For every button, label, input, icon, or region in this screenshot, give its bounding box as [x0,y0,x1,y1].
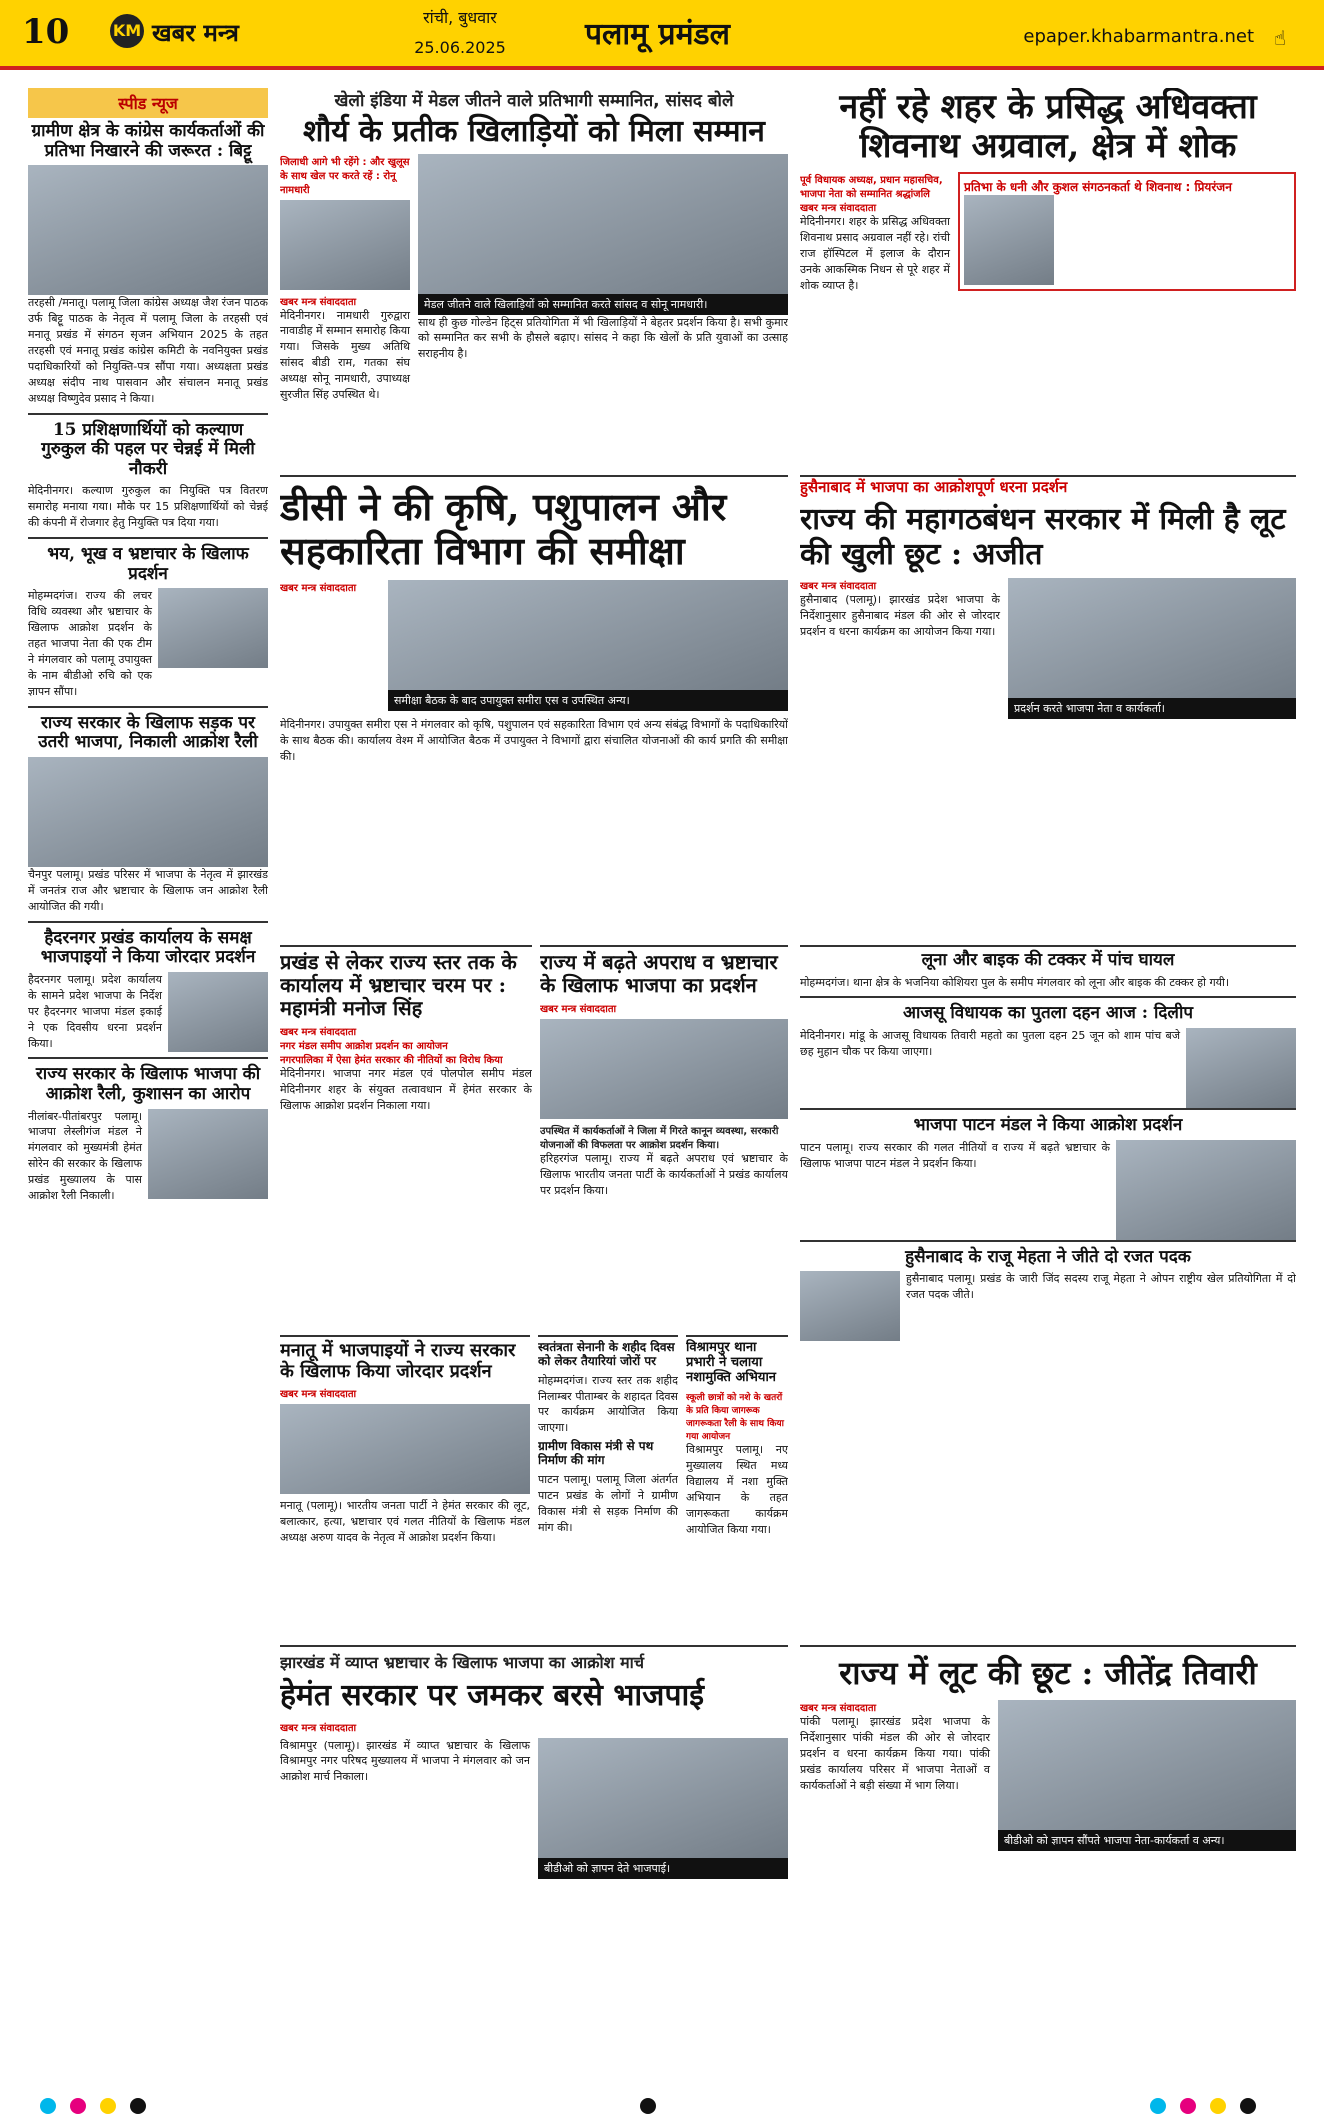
article-headline: हुसैनाबाद के राजू मेहता ने जीते दो रजत पदक [905,1246,1191,1267]
photo-caption: उपस्थित में कार्यकर्ताओं ने जिला में गिरते कानून व्यवस्था, सरकारी योजनाओं की विफलता पर आक्रोश प्रदर्शन किया। [540,1126,779,1151]
article-photo [418,154,788,294]
edition-date: 25.06.2025 [414,38,506,57]
photo-caption: प्रदर्शन करते भाजपा नेता व कार्यकर्ता। [1008,698,1296,719]
byline: खबर मन्त्र संवाददाता [800,581,877,592]
byline: खबर मन्त्र संवाददाता [800,203,877,215]
article-body: पाटन पलामू। राज्य सरकार की गलत नीतियों व राज्य में बढ़ते भ्रष्टाचार के खिलाफ भाजपा पाटन मंडल ने प्रदर्शन किया। [800,1140,1110,1170]
registration-dot [130,2098,146,2114]
article-kicker: झारखंड में व्याप्त भ्रष्टाचार के खिलाफ भाजपा का आक्रोश मार्च [280,1653,644,1672]
right-small-news [800,945,1296,1635]
article-body: विश्रामपुर पलामू। नए मुख्यालय स्थित मध्य विद्यालय में नशा मुक्ति अभियान के तहत जागरूकता कार्यक्रम आयोजित किया गया। [686,1442,788,1536]
byline: खबर मन्त्र संवाददाता [280,296,357,308]
article-headline: ग्रामीण क्षेत्र के कांग्रेस कार्यकर्ताओं की प्रतिभा निखारने की जरूरत : बिट्टू [31,121,265,161]
article-photo [28,165,268,295]
registration-dot [100,2098,116,2114]
section-title: पलामू प्रमंडल [585,17,730,52]
article-headline: राज्य में लूट की छूट : जीतेंद्र तिवारी [839,1654,1257,1692]
bullet-point: नगर मंडल समीप आक्रोश प्रदर्शन का आयोजन [280,1041,448,1052]
article-headline: राज्य सरकार के खिलाफ सड़क पर उतरी भाजपा, निकाली आक्रोश रैली [38,712,258,753]
registration-dot [70,2098,86,2114]
edition-place: रांची, बुधवार [423,8,497,27]
article-body: मनातू (पलामू)। भारतीय जनता पार्टी ने हेमंत सरकार की लूट, बलात्कार, हत्या, भ्रष्टाचार एवं गलत नीतियों के खिलाफ मंडल अध्यक्ष अरुण यादव के नेतृत्व में आक्रोश प्रदर्शन किया। [280,1499,530,1545]
center-top-article [280,88,788,468]
portrait-photo [964,195,1054,285]
article-headline: विश्रामपुर थाना प्रभारी ने चलाया नशामुक्ति अभियान [686,1340,777,1385]
article-headline: नहीं रहे शहर के प्रसिद्ध अधिवक्ता शिवनाथ अग्रवाल, क्षेत्र में शोक [839,88,1257,167]
article-body: साथ ही कुछ गोल्डेन हिट्स प्रतियोगिता में भी खिलाड़ियों ने बेहतर प्रदर्शन किया है। सभी कुमार को सम्मानित कर सभी के हौसले बढ़ाए। सांसद ने कहा कि खेलों के प्रति युवाओं का उत्साह सराहनीय है। [418,315,788,361]
article-note: पूर्व विधायक अध्यक्ष, प्रधान महासचिव, भाजपा नेता को सम्मानित श्रद्धांजलि [800,175,943,201]
photo-caption: बीडीओ को ज्ञापन सौंपते भाजपा नेता-कार्यकर्ता व अन्य। [998,1830,1296,1851]
article-body: हरिहरगंज पलामू। राज्य में बढ़ते अपराध एवं भ्रष्टाचार के खिलाफ भारतीय जनता पार्टी के कार्यकर्ताओं ने प्रखंड कार्यालय पर प्रदर्शन किया। [540,1152,788,1197]
article-body: मोहम्मदगंज। राज्य की लचर विधि व्यवस्था और भ्रष्टाचार के खिलाफ आक्रोश प्रदर्शन के तहत भाजपा नेता की एक टीम ने मंगलवार को पलामू उपायुक्त के नाम बीडीओ रुचि को एक ज्ञापन सौंपा। [28,589,152,698]
article-body: हैदरनगर पलामू। प्रदेश कार्यालय के सामने प्रदेश भाजपा के निर्देश पर हैदरनगर भाजपा मंडल इकाई ने एक दिवसीय धरना प्रदर्शन किया। [28,972,162,1050]
article-photo [538,1738,788,1858]
bullet-point: स्कूली छात्रों को नशे के खतरों के प्रति किया जागरूक [686,1392,783,1416]
article-body: मेदिनीनगर। कल्याण गुरुकुल का नियुक्ति पत्र वितरण समारोह मनाया गया। मौके पर 15 प्रशिक्षणार्थियों को चेन्नई की कंपनी में रोजगार हेतु नियुक्ति पत्र दिया गया। [28,484,268,530]
article-photo [148,1109,268,1199]
article-headline: भय, भूख व भ्रष्टाचार के खिलाफ प्रदर्शन [47,544,249,584]
article-body: मेदिनीनगर। उपायुक्त समीरा एस ने मंगलवार को कृषि, पशुपालन एवं सहकारिता विभाग एवं अन्य संबंद्ध विभागों के पदाधिकारियों के साथ बैठक की। कार्यालय वेश्म में आयोजित बैठक में उपायुक्त ने विभागों द्वारा संचालित योजनाओं की कार्य प्रगति की समीक्षा की। [280,718,788,764]
article-headline: डीसी ने की कृषि, पशुपालन और सहकारिता विभाग की समीक्षा [280,484,727,573]
speed-news-label: स्पीड न्यूज [28,88,268,118]
article-photo [1186,1028,1296,1108]
manatu-article [280,1335,530,1635]
center-mid-article [280,475,788,935]
page-number: 10 [22,12,70,52]
article-body: मेदिनीनगर। मांडू के आजसू विधायक तिवारी महतो का पुतला दहन 25 जून को शाम पांच बजे छह मुहान चौक पर किया जाएगा। [800,1029,1180,1058]
registration-dot [1150,2098,1166,2114]
article-body: मोहम्मदगंज। थाना क्षेत्र के भजनिया कोशियरा पुल के समीप मंगलवार को लूना और बाइक की टक्कर हो गयी। [800,975,1230,989]
center-lower-right-article [540,945,788,1325]
article-body: हुसैनाबाद (पलामू)। झारखंड प्रदेश भाजपा के निर्देशानुसार हुसैनाबाद मंडल की ओर से जोरदार प्रदर्शन व धरना कार्यक्रम का आयोजन किया गया। [800,593,1000,638]
registration-dot [1180,2098,1196,2114]
article-headline: राज्य सरकार के खिलाफ भाजपा की आक्रोश रैली, कुशासन का आरोप [35,1064,261,1104]
article-body: मोहम्मदगंज। राज्य स्तर तक शहीद निलाम्बर पीताम्बर के शहादत दिवस पर कार्यक्रम आयोजित किया जाएगा। [538,1373,678,1435]
article-photo [158,588,268,668]
article-photo [280,1404,530,1494]
small-news-column [538,1335,678,1635]
article-body: नीलांबर-पीतांबरपुर पलामू। भाजपा लेस्लीगंज मंडल ने मंगलवार को मुख्यमंत्री हेमंत सोरेन की सरकार के खिलाफ प्रखंड मुख्यालय के पास आक्रोश रैली निकाली। [28,1109,142,1203]
bullet-point: जागरूकता रैली के साथ किया गया आयोजन [686,1418,784,1442]
hand-cursor-icon: ☝ [1273,26,1286,50]
article-headline: हैदरनगर प्रखंड कार्यालय के समक्ष भाजपाइयों ने किया जोरदार प्रदर्शन [40,927,256,968]
article-body: हुसैनाबाद पलामू। प्रखंड के जारी जिंद सदस्य राजू मेहता ने ओपन राष्ट्रीय खेल प्रतियोगिता में दो रजत पदक जीते। [906,1272,1296,1302]
photo-caption: बीडीओ को ज्ञापन देते भाजपाई। [538,1858,788,1879]
print-registration-strip [0,2090,1324,2125]
vishrampur-article [686,1335,788,1635]
byline: खबर मन्त्र संवाददाता [280,1389,357,1401]
article-photo [388,580,788,690]
article-headline: हेमंत सरकार पर जमकर बरसे भाजपाई [280,1678,704,1713]
tribute-box [958,172,1296,291]
byline: खबर मन्त्र संवाददाता [280,1722,357,1734]
right-mid-article [800,475,1296,935]
article-body: विश्रामपुर (पलामू)। झारखंड में व्याप्त भ्रष्टाचार के खिलाफ विश्रामपुर नगर परिषद मुख्यालय में भाजपा ने मंगलवार को जन आक्रोश मार्च निकाला। [280,1738,530,1784]
article-body: पांकी पलामू। झारखंड प्रदेश भाजपा के निर्देशानुसार पांकी मंडल की ओर से जोरदार प्रदर्शन व धरना कार्यक्रम किया गया। पांकी प्रखंड कार्यालय परिसर में भाजपा नेताओं व कार्यकर्ताओं ने बड़ी संख्या में भाग लिया। [800,1714,990,1792]
article-headline: प्रखंड से लेकर राज्य स्तर तक के कार्यालय में भ्रष्टाचार चरम पर : महामंत्री मनोज सिंह [280,950,517,1020]
photo-caption: मेडल जीतने वाले खिलाड़ियों को सम्मानित करते सांसद व सोनू नामधारी। [418,294,788,315]
tribute-box-title: प्रतिभा के धनी और कुशल संगठनकर्ता थे शिवनाथ : प्रियरंजन [964,180,1232,195]
registration-dot [1240,2098,1256,2114]
article-photo [800,1271,900,1341]
registration-dot [40,2098,56,2114]
article-photo [1116,1140,1296,1240]
article-headline: भाजपा पाटन मंडल ने किया आक्रोश प्रदर्शन [913,1115,1183,1136]
center-lower-left-article [280,945,532,1325]
bottom-center-article [280,1645,788,2085]
article-kicker: हुसैनाबाद में भाजपा का आक्रोशपूर्ण धरना प्रदर्शन [800,478,1068,496]
brand-logo: KM [110,14,144,48]
right-bottom-article [800,1645,1296,2085]
registration-dot [1210,2098,1226,2114]
byline: खबर मन्त्र संवाददाता [800,1702,877,1714]
left-column [28,88,268,2088]
site-url[interactable]: epaper.khabarmantra.net [1023,26,1254,47]
article-note: जिलाधी आगे भी रहेंगे : और खुलूस के साथ खेल पर करते रहें : रोनू नामधारी [280,156,410,196]
brand-name: खबर मन्त्र [152,19,239,47]
article-headline: मनातू में भाजपाइयों ने राज्य सरकार के खिलाफ किया जोरदार प्रदर्शन [280,1340,516,1382]
article-headline: ग्रामीण विकास मंत्री से पथ निर्माण की मांग [538,1439,654,1468]
article-body: मेदिनीनगर। नामधारी गुरुद्वारा नावाडीह में सम्मान समारोह किया गया। जिसके मुख्य अतिथि सांसद बीडी राम, गतका संघ अध्यक्ष सोनू नामधारी, उपाध्यक्ष सुरजीत सिंह उपस्थित थे। [280,308,410,402]
registration-target-icon [640,2098,656,2114]
photo-caption: समीक्षा बैठक के बाद उपायुक्त समीरा एस व उपस्थित अन्य। [388,690,788,711]
article-body: पाटन पलामू। पलामू जिला अंतर्गत पाटन प्रखंड के लोगों ने ग्रामीण विकास मंत्री से सड़क निर्माण की मांग की। [538,1472,678,1534]
article-photo [280,200,410,290]
article-headline: 15 प्रशिक्षणार्थियों को कल्याण गुरुकुल की पहल पर चेन्नई में मिली नौकरी [41,419,255,479]
article-headline: लूना और बाइक की टक्कर में पांच घायल [921,950,1175,970]
article-headline: आजसू विधायक का पुतला दहन आज : दिलीप [902,1003,1194,1024]
article-body: तरहसी /मनातू। पलामू जिला कांग्रेस अध्यक्ष जैश रंजन पाठक उर्फ बिट्टू पाठक के नेतृत्व में पलामू जिला के तरहसी एवं मनातू प्रखंड में संगठन सृजन अभियान 2025 के तहत तरहसी एवं मनातू प्रखंड कांग्रेस कमिटी के नवनियुक्त प्रखंड पदाधिकारियों को नियुक्ति-पत्र सौंपा गया। अध्यक्षता प्रखंड अध्यक्ष संदीप नाथ पासवान और संचालन मनातू प्रखंड अध्यक्ष विष्णुदेव प्रसाद ने किया। [28,296,268,405]
article-headline: स्वतंत्रता सेनानी के शहीद दिवस को लेकर तैयारियां जोरों पर [538,1340,675,1368]
article-kicker: खेलो इंडिया में मेडल जीतने वाले प्रतिभागी सम्मानित, सांसद बोले [334,91,734,111]
byline: खबर मन्त्र संवाददाता [540,1004,617,1015]
bullet-point: नगरपालिका में ऐसा हेमंत सरकार की नीतियों का विरोध किया [280,1055,503,1066]
article-photo [28,757,268,867]
right-top-article [800,88,1296,468]
article-photo [1008,578,1296,698]
article-photo [540,1019,788,1119]
article-headline: शौर्य के प्रतीक खिलाड़ियों को मिला सम्मान [303,114,765,149]
article-headline: राज्य की महागठबंधन सरकार में मिली है लूट की खुली छूट : अजीत [800,502,1286,572]
article-body: चैनपुर पलामू। प्रखंड परिसर में भाजपा के नेतृत्व में झारखंड में जनतंत्र राज और भ्रष्टाचार के खिलाफ जन आक्रोश रैली आयोजित की गयी। [28,867,268,913]
article-photo [168,972,268,1052]
byline: खबर मन्त्र संवाददाता [280,583,357,595]
byline: खबर मन्त्र संवाददाता [280,1027,357,1038]
masthead [0,0,1324,70]
article-body: मेदिनीनगर। भाजपा नगर मंडल एवं पोलपोल समीप मंडल मेदिनीनगर शहर के संयुक्त तत्वावधान में हेमंत सरकार के खिलाफ आक्रोश प्रदर्शन निकाला गया। [280,1067,532,1112]
article-body: मेदिनीनगर। शहर के प्रसिद्ध अधिवक्ता शिवनाथ प्रसाद अग्रवाल नहीं रहे। रांची राज हॉस्पिटल में इलाज के दौरान उनके आकस्मिक निधन से पूरे शहर में शोक व्याप्त है। [800,215,950,292]
article-headline: राज्य में बढ़ते अपराध व भ्रष्टाचार के खिलाफ भाजपा का प्रदर्शन [540,950,778,997]
article-photo [998,1700,1296,1830]
